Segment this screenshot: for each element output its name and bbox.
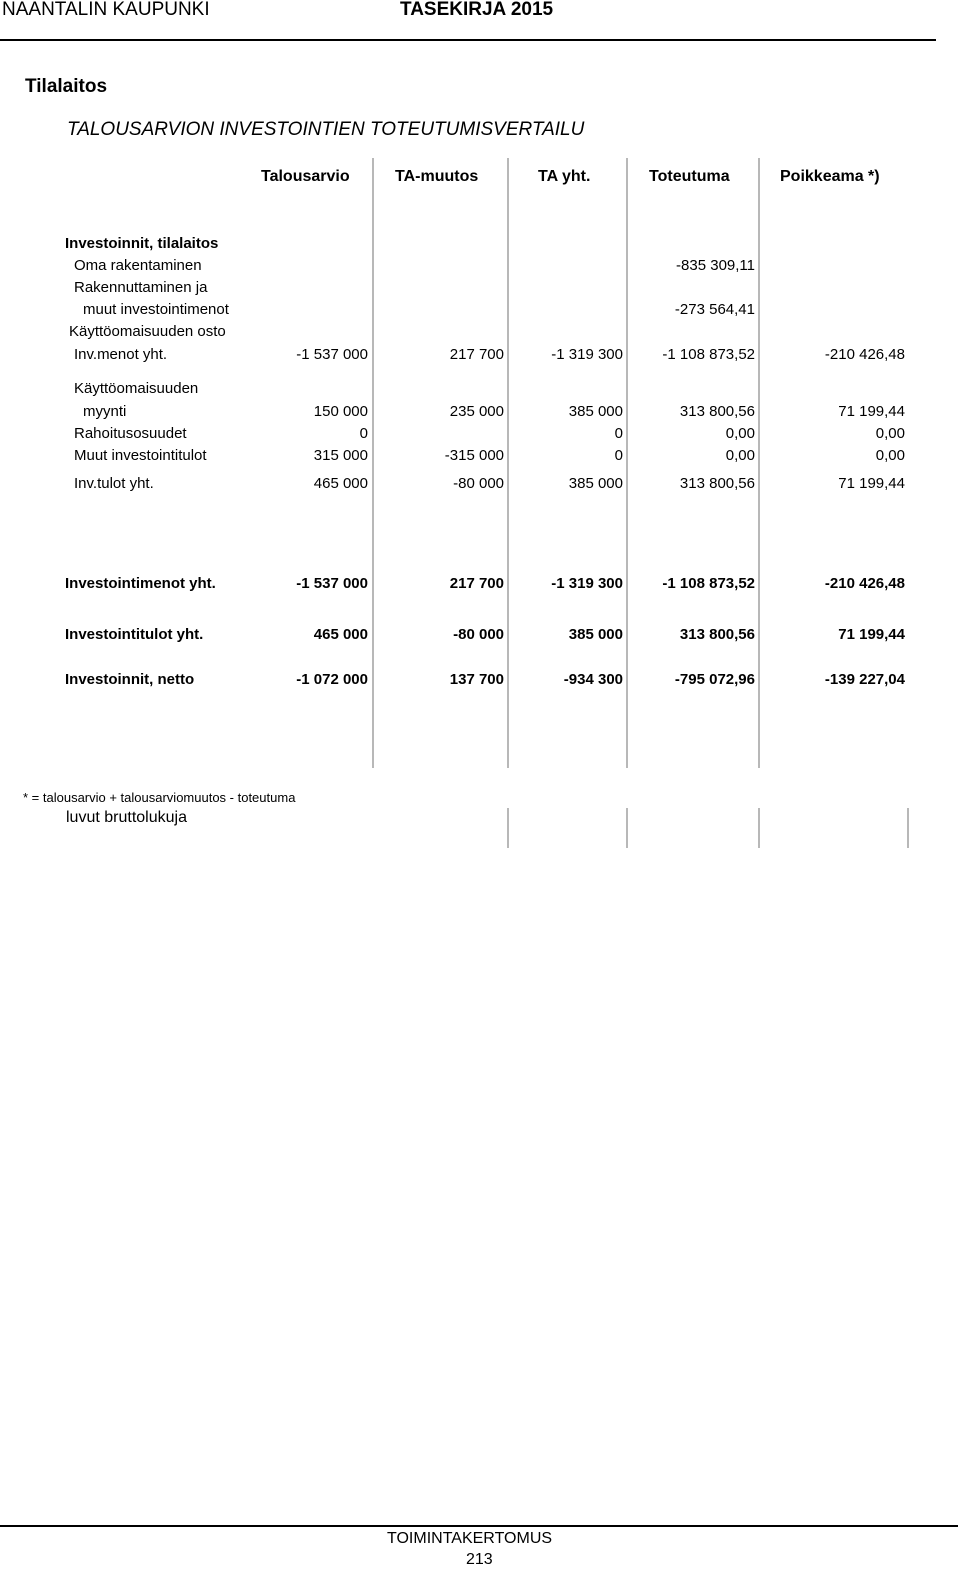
header-rule <box>0 39 936 41</box>
row-label: Käyttöomaisuuden osto <box>69 323 226 340</box>
cell-value: 385 000 <box>568 403 623 420</box>
cell-value: 150 000 <box>313 403 368 420</box>
column-divider <box>507 158 509 768</box>
footer-section: TOIMINTAKERTOMUS <box>387 1530 553 1547</box>
column-header: Talousarvio <box>261 168 350 185</box>
cell-value: 217 700 <box>449 575 504 592</box>
cell-value: -1 108 873,52 <box>662 346 755 363</box>
cell-value: -1 319 300 <box>551 575 623 592</box>
column-header: Poikkeama *) <box>780 168 880 185</box>
cell-value: -273 564,41 <box>674 301 755 318</box>
total-label: Investointimenot yht. <box>65 575 216 592</box>
cell-value: -1 537 000 <box>296 346 368 363</box>
cell-value: 315 000 <box>313 447 368 464</box>
cell-value: 0,00 <box>725 425 755 442</box>
note: luvut bruttolukuja <box>66 809 187 826</box>
column-header: Toteutuma <box>649 168 730 185</box>
cell-value: 217 700 <box>449 346 504 363</box>
organization-name: NAANTALIN KAUPUNKI <box>2 0 210 20</box>
row-label: Oma rakentaminen <box>74 257 202 274</box>
column-header: TA yht. <box>538 168 591 185</box>
cell-value: 71 199,44 <box>838 403 905 420</box>
section-heading: Investoinnit, tilalaitos <box>65 235 219 252</box>
footer-rule <box>0 1525 958 1527</box>
column-divider <box>758 808 760 848</box>
cell-value: -1 108 873,52 <box>662 575 755 592</box>
cell-value: 313 800,56 <box>679 626 755 643</box>
cell-value: 137 700 <box>449 671 504 688</box>
cell-value: 0 <box>359 425 368 442</box>
column-divider <box>507 808 509 848</box>
row-label: Rahoitusosuudet <box>74 425 187 442</box>
row-label: muut investointimenot <box>83 301 229 318</box>
cell-value: 0,00 <box>875 447 905 464</box>
column-divider <box>758 158 760 768</box>
cell-value: 385 000 <box>568 475 623 492</box>
cell-value: -315 000 <box>444 447 504 464</box>
row-label: Inv.menot yht. <box>74 346 168 363</box>
cell-value: 71 199,44 <box>838 475 905 492</box>
row-label: Käyttöomaisuuden <box>74 380 199 397</box>
cell-value: -80 000 <box>453 475 504 492</box>
cell-value: -210 426,48 <box>824 575 905 592</box>
row-label: myynti <box>83 403 127 420</box>
cell-value: -934 300 <box>563 671 623 688</box>
column-divider <box>626 158 628 768</box>
total-label: Investointitulot yht. <box>65 626 204 643</box>
cell-value: -795 072,96 <box>674 671 755 688</box>
cell-value: 235 000 <box>449 403 504 420</box>
total-label: Investoinnit, netto <box>65 671 195 688</box>
column-header: TA-muutos <box>395 168 479 185</box>
cell-value: 0 <box>614 425 623 442</box>
page-number: 213 <box>466 1551 493 1568</box>
table-title: TALOUSARVION INVESTOINTIEN TOTEUTUMISVERTAILU <box>67 119 585 140</box>
column-divider <box>907 808 909 848</box>
cell-value: -1 072 000 <box>296 671 368 688</box>
column-divider <box>372 158 374 768</box>
row-label: Inv.tulot yht. <box>74 475 154 492</box>
cell-value: 0,00 <box>875 425 905 442</box>
cell-value: -80 000 <box>453 626 504 643</box>
cell-value: 71 199,44 <box>838 626 905 643</box>
row-label: Muut investointitulot <box>74 447 207 464</box>
cell-value: 0,00 <box>725 447 755 464</box>
footnote: * = talousarvio + talousarviomuutos - toteutuma <box>23 790 296 805</box>
cell-value: 313 800,56 <box>679 475 755 492</box>
cell-value: 465 000 <box>313 626 368 643</box>
column-divider <box>626 808 628 848</box>
cell-value: 465 000 <box>313 475 368 492</box>
cell-value: -835 309,11 <box>676 257 755 274</box>
page-title: Tilalaitos <box>25 76 108 97</box>
row-label: Rakennuttaminen ja <box>74 279 208 296</box>
cell-value: 385 000 <box>568 626 623 643</box>
document-title: TASEKIRJA 2015 <box>400 0 554 20</box>
cell-value: 313 800,56 <box>679 403 755 420</box>
cell-value: -139 227,04 <box>824 671 905 688</box>
cell-value: -1 319 300 <box>551 346 623 363</box>
cell-value: -210 426,48 <box>824 346 905 363</box>
cell-value: -1 537 000 <box>296 575 368 592</box>
cell-value: 0 <box>614 447 623 464</box>
